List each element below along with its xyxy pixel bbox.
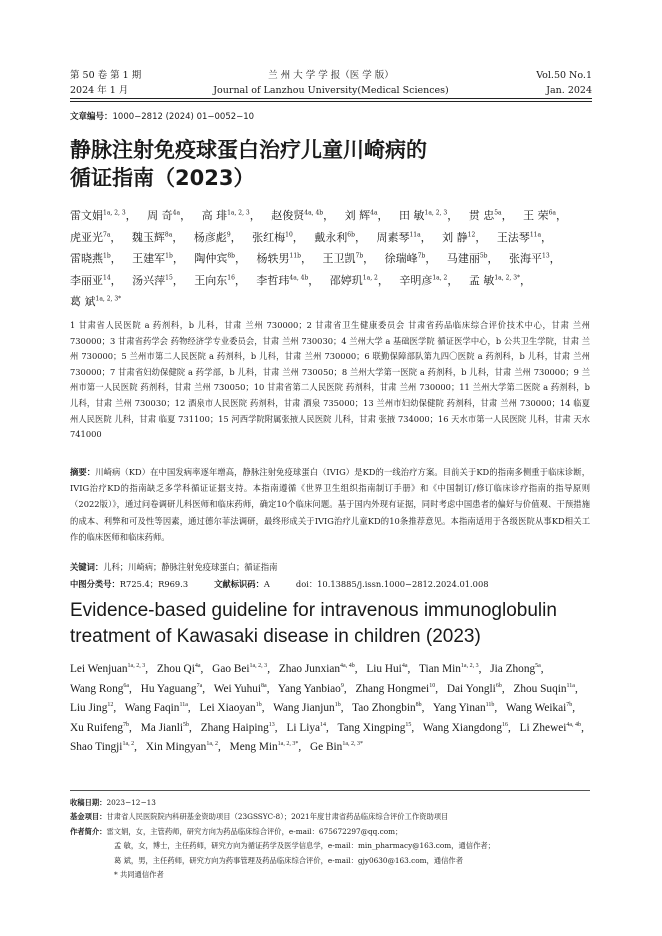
author-name: 赵俊贤 [271,209,305,222]
author-affiliation-mark: 1a, 2, 3 [249,663,268,670]
author: 辛明彦$^{1a, 2}$， [399,273,459,287]
author-name: 李丽亚 [70,273,103,287]
author-name: 戴永利 [314,230,348,244]
author: 王建军$^{1b}$， [132,252,184,265]
author-name: Tao Zhongbin [352,702,416,714]
author-affiliation-mark: 11b [485,702,495,709]
author [70,295,121,308]
author-name: 邵婷玑 [329,273,363,287]
author-affiliation-mark: 11a [529,230,542,238]
author: Shao Tingji$^{1a, 2}$, [70,741,137,753]
author-affiliation-mark: 4a, 4b [566,721,582,728]
author-name: Yang Yinan [432,702,486,714]
author: 田 敏$^{1a, 2, 3}$， [399,209,459,222]
author-bio-line: 雷文娟，女，主管药师，研究方向为药品临床综合评价，e-mail：675672297@qq.com； [106,826,403,836]
author-affiliation-mark: 7b [355,252,364,260]
author: 魏玉辉$^{8a}$， [131,230,184,244]
author: Tian Min$^{1a, 2, 3}$, [418,663,482,675]
author-affiliation-mark: 8b [227,252,236,260]
author-affiliation-mark: 1b [103,252,111,260]
author: 徐瑞峰$^{7b}$， [384,252,437,265]
author-name: Tang Xingping [337,721,406,734]
author: 杨轶男$^{11b}$， [256,252,312,265]
author-name: 贯 忠 [468,209,495,222]
running-header [70,68,592,98]
author: Wang Jianjun$^{1b}$, [273,702,344,714]
author: Zhou $Qi^{4a}$, [156,663,204,675]
author: 贯 忠$^{5a}$， [468,209,513,222]
author: Wang Xiangdong$^{16}$, [422,721,511,734]
author-affiliation-mark: 1a, 2, 3 [227,209,250,217]
author-name: Zhou Suqin [513,682,567,695]
author-affiliation-mark: 16 [501,721,508,728]
author-name: Wei Yuhui [213,682,262,695]
author-name: Ge Bin [310,741,343,753]
footnote-rule [70,790,590,791]
author: 周素琴$^{11a}$， [376,230,432,244]
header-vol-no: Vol.50 No.1 [536,70,592,81]
author-affiliation-mark: 5a [494,209,502,217]
author-affiliation-mark: 4a [194,663,201,670]
author-affiliation-mark: 5b [183,721,190,728]
author-name: 陶仲宾 [194,252,228,265]
author: Wang Weikai$^{7b}$, [505,702,576,714]
author-affiliation-mark: 14 [320,721,327,728]
author: Jia Zhong$^{5a}$, [490,663,544,675]
abstract-text: 川崎病（KD）在中国发病率逐年增高，静脉注射免疫球蛋白（IVIG）是KD的一线治疗方案。目前关于KD的指南多侧重于临床诊断，IVIG治疗KD的指南缺乏多学科循证证据支持。本指南遵循《世界卫生组织指南制订手册》和《中国制订/修订临床诊疗指南的指导原则（2022版）》，通过问卷调研儿科医师和临床药师，确定10个临床问题。基于国内外现有证据，同时考虑中国患者的偏好与价值观、干预措施的成本、利弊和可及性等因素，通过德尔菲法调研，最终形成关于IVIG治疗儿童KD的10条推荐意见。本指南适用于各级医院从事KD相关工作的临床医师和临床药师。 [70,467,590,542]
author-name: 李哲玮 [256,273,290,287]
received-date [70,796,590,810]
author-name: 雷文娟 [70,209,103,222]
author-name: 雷晓燕 [70,252,103,265]
header-volume: 第 50 卷 第 1 期 [70,70,142,81]
doc-code-value: A [263,579,270,589]
title-en [70,598,600,650]
author-affiliation-mark: 4a [172,209,181,217]
author-affiliation-mark: 7b [417,252,426,260]
author-affiliation-mark: 4a, 4b [340,663,355,670]
doi-value: 10.13885/j.issn.1000−2812.2024.01.008 [317,579,489,589]
author: 孟 敏$^{1a, 2, 3*}$， [468,273,532,287]
author: 邵婷玑$^{1a, 2}$， [329,273,389,287]
author: 张海平$^{13}$， [509,252,561,265]
author-affiliation-mark: 11b [289,252,301,260]
header-journal-cn: 兰 州 大 学 学 报（医 学 版） [268,70,394,81]
author-affiliation-mark: 5b [479,252,488,260]
author: Lei Xiaoyan$^{1b}$, [199,702,265,714]
classification-line [70,577,590,591]
author-name: Hu Yaguang [140,682,197,695]
doc-code-label: 文献标识码： [214,579,264,589]
abstract-label: 摘要： [70,467,96,477]
author-affiliation-mark: 1b [334,702,341,709]
author: 虎亚光$^{7a}$， [70,230,122,244]
header-vol-en [536,68,592,98]
author-affiliation-mark: 6a [548,209,557,217]
author-affiliation-mark: 6b [347,230,355,238]
author: Yang Yinan$^{11b}$, [432,702,498,714]
author-affiliation-mark: 13 [542,252,550,260]
header-rule-thick [70,98,592,99]
author-affiliation-mark: 1a, 2, 3 [460,663,479,670]
author-name: 杨轶男 [256,252,290,265]
article-number [70,110,254,122]
author-affiliation-mark: 6a [123,682,130,689]
author: 高 琲$^{1a, 2, 3}$， [201,209,261,222]
header-date-en: Jan. 2024 [546,85,592,96]
author-name: 王卫凯 [322,252,356,265]
article-number-label: 文章编号： [70,112,113,122]
keywords-cn [70,560,590,574]
author: Zhou Suqin$^{11a}$, [513,682,578,695]
author-affiliation-mark: 1a, 2, 3* [342,741,363,748]
author: Tang Xingping$^{15}$, [337,721,415,734]
author-name: Zhang Hongmei [355,682,430,695]
author-affiliation-mark: 12 [107,702,114,709]
author: Li Zhewei$^{4a, 4b}$, [519,721,584,734]
author-affiliation-mark: 10 [285,230,293,238]
fund-label: 基金项目： [70,812,107,822]
author-affiliation-mark: 16 [227,273,235,281]
header-journal [70,68,592,98]
author-name: Tian Min [418,663,461,675]
author: Zhang Hongmei$^{10}$, [355,682,439,695]
doi-label: doi： [295,579,318,589]
author: 刘 辉$^{4a}$， [344,209,389,222]
author-affiliation-mark: 4a [401,663,408,670]
clc-label: 中图分类号： [70,579,120,589]
author-affiliation-mark: 1a, 2, 3* [494,273,521,281]
author-name: Yang Yanbiao [277,682,341,695]
author-bio-line: 葛 斌，男，主任药师，研究方向为药事管理及药品临床综合评价，e-mail：gjy0630@163.com，通信作者 [114,855,463,865]
received-label: 收稿日期： [70,798,107,807]
author-affiliation-mark: 14 [103,273,111,281]
author: 李丽亚$^{14}$， [70,273,122,287]
author: 王法琴$^{11a}$， [496,230,553,244]
author: Meng Min$^{1a, 2, 3*}$, [229,741,302,753]
fund-info [70,810,590,824]
author: 陶仲宾$^{8b}$， [194,252,247,265]
author-affiliation-mark: 11a [566,682,575,689]
header-rule-thin [70,101,592,102]
author-name: Xu Ruifeng [70,721,124,734]
author-name: Wang Jianjun [273,702,335,714]
author-affiliation-mark: 1a, 2, 3 [127,663,146,670]
author: Zhang Haiping$^{13}$, [200,721,278,734]
author: Hu Yaguang$^{7a}$, [140,682,206,695]
author-name: Liu Jing [70,702,108,714]
author [310,741,363,753]
author-affiliation-mark: 11a [179,702,188,709]
author-name: 刘 辉 [344,209,371,222]
author-name: 杨彦彪 [193,230,227,244]
author-name: 王建军 [132,252,166,265]
author: Li Liya$^{14}$, [286,721,329,734]
author: 汤兴萍$^{15}$， [132,273,184,287]
author-affiliation-mark: 7a [103,230,111,238]
author-name: Lei Wenjuan [70,663,128,675]
author-affiliation-mark: 7b [123,721,130,728]
title-en-line1: Evidence-based guideline for intravenous immunoglobulin [70,600,557,621]
author-affiliation-mark: 5a [535,663,541,670]
author-affiliation-mark: 1a, 2 [432,273,448,281]
author-name: Wang Rong [70,682,124,695]
author-bio-line: 孟 敏，女，博士，主任药师，研究方向为循证药学及医学信息学，e-mail：min_pharmacy@163.com，通信作者； [114,841,495,851]
author-name: Ma Jianli [140,721,184,734]
author-name: Zhao Junxian [278,663,341,675]
author-bio-label: 作者简介： [70,826,107,836]
author-affiliation-mark: 1a, 2, 3 [424,209,448,217]
author-list-cn [70,205,590,313]
author: Xin Mingyan$^{1a, 2}$, [145,741,221,753]
author-name: 周素琴 [376,230,410,244]
author: Liu Hui$^{4a}$, [366,663,411,675]
author-name: 虎亚光 [70,230,103,244]
author-name: Zhang Haiping [200,721,269,734]
author-affiliation-mark: 6b [495,682,502,689]
author-affiliation-mark: 11a [409,230,421,238]
received-value: 2023−12−13 [106,798,156,807]
author-name: 魏玉辉 [131,230,165,244]
author-list-en [70,660,600,758]
author-name: Gao Bei [212,663,250,675]
author-affiliation-mark: 9 [226,230,231,238]
author-name: Li Zhewei [519,721,567,734]
corresponding-note: * 共同通信作者 [114,870,164,880]
author-name: Li Liya [286,721,321,734]
author-name: 周 奇 [147,209,173,222]
author: Dai Yongli$^{6b}$, [446,682,505,695]
author-name: Wang Xiangdong [422,721,502,734]
author-affiliation-mark: 1a, 2 [206,741,218,748]
title-cn [70,136,590,192]
affiliations: 1 甘肃省人民医院 a 药剂科，b 儿科，甘肃 兰州 730000；2 甘肃省卫生健康委员会 甘肃省药品临床综合评价技术中心，甘肃 兰州 730000；3 甘肃省药学会 药物经济学专业委员会，甘肃 兰州 730030；4 兰州大学 a 基础医学院 循证医学中心，b 公共卫生学院，甘肃 兰州 730000；5 兰州市第二人民医院 a 药剂科，b 儿科，甘肃 兰州 730000；6 联勤保障部队第九四〇医院 a 药剂科，b 儿科，甘肃 兰州 730000；7 甘肃省妇幼保健院 a 药学部，b 儿科，甘肃 兰州 730050；8 兰州大学第一医院 a 药剂科，b 儿科，甘肃 兰州 730000；9 兰州市第一人民医院 药剂科，甘肃 兰州 730050；10 甘肃省第二人民医院 药剂科，甘肃 兰州 730000；11 兰州大学第二医院 a 药剂科，b 儿科，甘肃 兰州 730030；12 酒泉市人民医院 药剂科，甘肃 酒泉 735000；13 兰州市妇幼保健院 药剂科，甘肃 兰州 730000；14 临夏州人民医院 儿科，甘肃 临夏 731100；15 河西学院附属张掖人民医院 儿科，甘肃 张掖 734000；16 天水市第一人民医院 儿科，甘肃 天水 741000 [70,320,590,440]
author-name: Zhou Qi [156,663,195,675]
author-affiliation-mark: 13 [268,721,275,728]
author-name: 徐瑞峰 [384,252,418,265]
author-name: 汤兴萍 [132,273,166,287]
author: Tao Zhongbin$^{8b}$, [352,702,425,714]
author: Wang Faqin$^{11a}$, [124,702,191,714]
author-affiliation-mark: 1a, 2, 3 [103,209,126,217]
author-affiliation-mark: 4a, 4b [289,273,309,281]
keywords-label: 关键词： [70,562,104,572]
author: 周 奇$^{4a}$， [147,209,192,222]
author: 杨彦彪$^9$， [193,230,242,244]
author-name: 刘 静 [442,230,468,244]
author-name: Xin Mingyan [145,741,207,753]
author-affiliation-mark: 10 [429,682,436,689]
author-bio [70,825,590,839]
author-name: Jia Zhong [490,663,536,675]
title-cn-line1: 静脉注射免疫球蛋白治疗儿童川崎病的 [70,138,427,162]
author-name: Meng Min [229,741,278,753]
author-name: 高 琲 [201,209,228,222]
author-affiliation-mark: 9 [340,682,344,689]
author: 张红梅$^{10}$， [252,230,304,244]
author-affiliation-mark: 15 [165,273,173,281]
author: Wei Yuhui$^{8a}$, [213,682,270,695]
author-affiliation-mark: 12 [467,230,476,238]
author-name: 孟 敏 [468,273,495,287]
author: 王卫凯$^{7b}$， [322,252,375,265]
author-name: 张海平 [509,252,543,265]
author-name: Dai Yongli [446,682,496,695]
author-affiliation-mark: 15 [405,721,412,728]
author-affiliation-mark: 1a, 2 [122,741,135,748]
author-affiliation-mark: 1b [255,702,262,709]
author-name: 王法琴 [496,230,530,244]
abstract-cn [70,464,590,545]
author: Lei Wenjuan$^{1a, 2, 3}$, [70,663,149,675]
author-affiliation-mark: 1a, 2, 3* [277,741,299,748]
author-affiliation-mark: 7a [196,682,203,689]
author-affiliation-mark: 8a [164,230,173,238]
author: Ma Jianli$^{5b}$, [140,721,192,734]
author: 赵俊贤$^{4a, 4b}$， [271,209,335,222]
article-number-value: 1000−2812 (2024) 01−0052−10 [112,112,255,122]
author-affiliation-mark: 8a [261,682,267,689]
author-affiliation-mark: 1a, 2 [362,273,378,281]
author-name: 王向东 [194,273,228,287]
author-name: 马建丽 [446,252,480,265]
author-name: 田 敏 [399,209,425,222]
author: Xu Ruifeng$^{7b}$, [70,721,132,734]
header-date-cn: 2024 年 1 月 [70,85,129,96]
author-name: 张红梅 [252,230,286,244]
title-cn-line2: 循证指南（2023） [70,166,255,190]
title-en-line2: treatment of Kawasaki disease in children (2023) [70,626,481,647]
author: 雷文娟$^{1a, 2, 3}$， [70,209,137,222]
fund-value: 甘肃省人民医院院内科研基金资助项目（23GSSYC-8）；2021年度甘肃省药品临床综合评价工作资助项目 [106,812,449,822]
author-affiliation-mark: 7b [566,702,573,709]
author: 刘 静$^{12}$， [442,230,487,244]
author: Yang Yanbiao$^9$, [277,682,347,695]
author-name: 王 荣 [523,209,549,222]
footnotes [70,796,590,882]
author: 戴永利$^{6b}$， [314,230,366,244]
author-name: Lei Xiaoyan [199,702,256,714]
author: Wang Rong$^{6a}$, [70,682,132,695]
author-affiliation-mark: 1b [165,252,173,260]
author-name: Wang Faqin [124,702,180,714]
author-affiliation-mark: 4a [370,209,378,217]
author-name: Shao Tingji [70,741,123,753]
keywords-text: 儿科；川崎病；静脉注射免疫球蛋白；循证指南 [103,562,278,572]
author: Liu Jing$^{12}$, [70,702,117,714]
author: Gao Bei$^{1a, 2, 3}$, [212,663,271,675]
author-affiliation-mark: 8b [415,702,422,709]
author: 王向东$^{16}$， [194,273,246,287]
author-affiliation-mark: 4a, 4b [304,209,324,217]
author: 王 荣$^{6a}$， [523,209,568,222]
author: 马建丽$^{5b}$， [446,252,499,265]
clc-value: R725.4；R969.3 [119,579,189,589]
author: 李哲玮$^{4a, 4b}$， [256,273,320,287]
author: Zhao Junxian$^{4a, 4b}$, [278,663,358,675]
author-name: 葛 斌 [70,295,96,308]
author-affiliation-mark: 1a, 2, 3* [95,295,122,303]
author-name: Wang Weikai [505,702,567,714]
author-name: Liu Hui [366,663,402,675]
header-journal-en: Journal of Lanzhou University(Medical Sciences) [213,85,449,96]
author: 雷晓燕$^{1b}$， [70,252,122,265]
author-name: 辛明彦 [399,273,433,287]
